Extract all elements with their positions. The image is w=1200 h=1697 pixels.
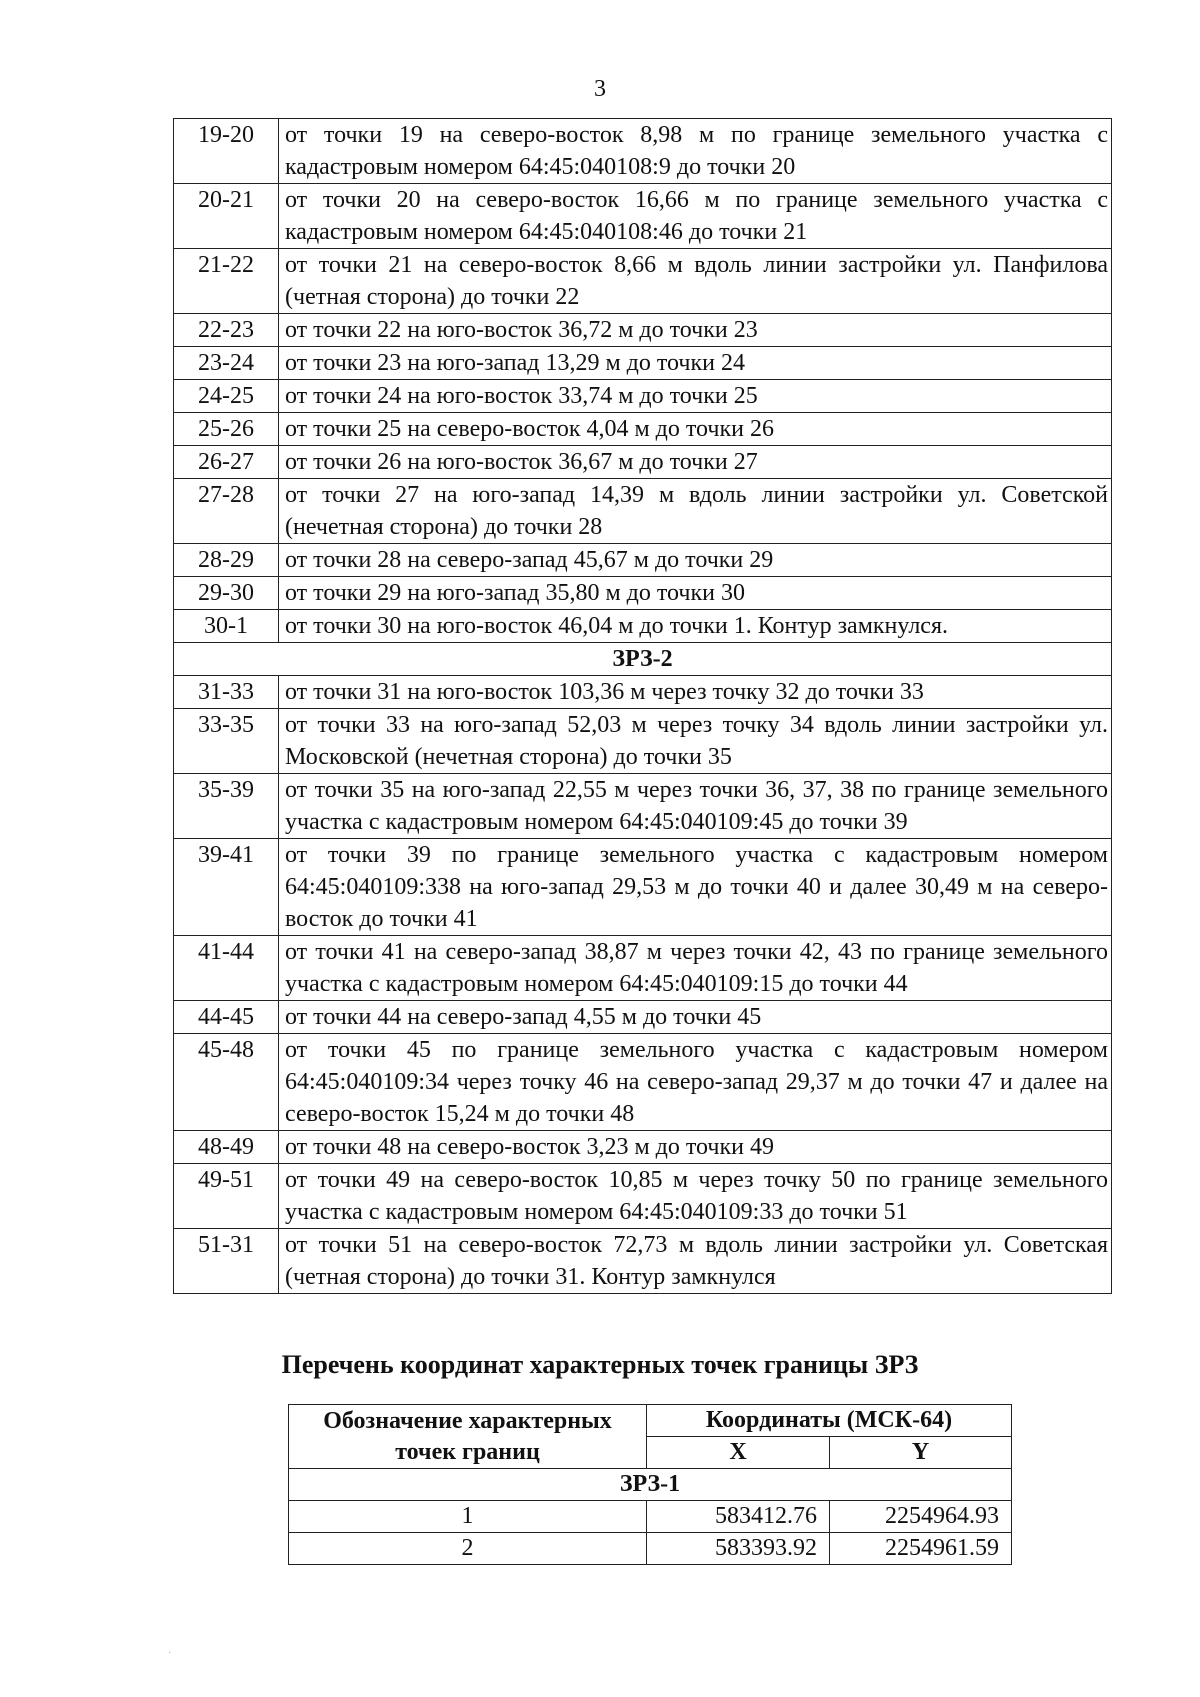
segment-description: от точки 28 на северо-запад 45,67 м до точки 29 xyxy=(279,544,1112,577)
segment-description: от точки 22 на юго-восток 36,72 м до точки 23 xyxy=(279,314,1112,347)
boundary-row xyxy=(174,1001,1112,1034)
segment-label: 41-44 xyxy=(174,936,279,1001)
segment-label: 30-1 xyxy=(174,610,279,643)
segment-label: 22-23 xyxy=(174,314,279,347)
boundary-row xyxy=(174,380,1112,413)
segment-label: 49-51 xyxy=(174,1164,279,1229)
segment-description: от точки 41 на северо-запад 38,87 м через точки 42, 43 по границе земельного участка с кадастровым номером 64:45:040109:15 до точки 44 xyxy=(279,936,1112,1001)
segment-label: 28-29 xyxy=(174,544,279,577)
segment-label: 39-41 xyxy=(174,839,279,936)
segment-description: от точки 30 на юго-восток 46,04 м до точки 1. Контур замкнулся. xyxy=(279,610,1112,643)
coordinates-system-header: Координаты (МСК-64) xyxy=(647,1405,1012,1437)
segment-description: от точки 49 на северо-восток 10,85 м через точку 50 по границе земельного участка с кадастровым номером 64:45:040109:33 до точки 51 xyxy=(279,1164,1112,1229)
scan-margin-mark: · xyxy=(168,1648,172,1659)
segment-label: 35-39 xyxy=(174,774,279,839)
segment-description: от точки 48 на северо-восток 3,23 м до точки 49 xyxy=(279,1131,1112,1164)
boundary-row xyxy=(174,1164,1112,1229)
segment-label: 45-48 xyxy=(174,1034,279,1131)
y-header: Y xyxy=(830,1437,1012,1469)
section-label: ЗРЗ-2 xyxy=(174,643,1112,676)
segment-label: 26-27 xyxy=(174,446,279,479)
boundary-row xyxy=(174,119,1112,184)
segment-description: от точки 26 на юго-восток 36,67 м до точки 27 xyxy=(279,446,1112,479)
coordinates-section-label: ЗРЗ-1 xyxy=(289,1469,1012,1501)
boundary-row xyxy=(174,413,1112,446)
coordinate-row xyxy=(289,1533,1012,1565)
segment-description: от точки 20 на северо-восток 16,66 м по границе земельного участка с кадастровым номером 64:45:040108:46 до точки 21 xyxy=(279,184,1112,249)
segment-description: от точки 21 на северо-восток 8,66 м вдоль линии застройки ул. Панфилова (четная сторона) до точки 22 xyxy=(279,249,1112,314)
segment-description: от точки 35 на юго-запад 22,55 м через точки 36, 37, 38 по границе земельного участка с кадастровым номером 64:45:040109:45 до точки 39 xyxy=(279,774,1112,839)
segment-description: от точки 39 по границе земельного участка с кадастровым номером 64:45:040109:338 на юго-запад 29,53 м до точки 40 и далее 30,49 м на северо-восток до точки 41 xyxy=(279,839,1112,936)
boundary-row xyxy=(174,936,1112,1001)
segment-description: от точки 29 на юго-запад 35,80 м до точки 30 xyxy=(279,577,1112,610)
boundary-description-table xyxy=(173,118,1112,1294)
x-header: X xyxy=(647,1437,830,1469)
coordinates-header-row xyxy=(289,1405,1012,1437)
x-coordinate: 583412.76 xyxy=(647,1501,830,1533)
boundary-row xyxy=(174,774,1112,839)
segment-label: 31-33 xyxy=(174,676,279,709)
boundary-row xyxy=(174,1229,1112,1294)
segment-label: 25-26 xyxy=(174,413,279,446)
boundary-table-body xyxy=(174,119,1112,1294)
boundary-row xyxy=(174,709,1112,774)
boundary-row xyxy=(174,1034,1112,1131)
segment-description: от точки 31 на юго-восток 103,36 м через точку 32 до точки 33 xyxy=(279,676,1112,709)
point-number: 1 xyxy=(289,1501,647,1533)
boundary-row xyxy=(174,610,1112,643)
y-coordinate: 2254964.93 xyxy=(830,1501,1012,1533)
segment-label: 29-30 xyxy=(174,577,279,610)
point-number: 2 xyxy=(289,1533,647,1565)
boundary-row xyxy=(174,1131,1112,1164)
point-designation-header: Обозначение характерных точек границ xyxy=(289,1405,647,1469)
x-coordinate: 583393.92 xyxy=(647,1533,830,1565)
segment-description: от точки 24 на юго-восток 33,74 м до точки 25 xyxy=(279,380,1112,413)
boundary-row xyxy=(174,347,1112,380)
boundary-row xyxy=(174,676,1112,709)
segment-description: от точки 25 на северо-восток 4,04 м до точки 26 xyxy=(279,413,1112,446)
segment-label: 21-22 xyxy=(174,249,279,314)
segment-description: от точки 51 на северо-восток 72,73 м вдоль линии застройки ул. Советская (четная сторона) до точки 31. Контур замкнулся xyxy=(279,1229,1112,1294)
section-row xyxy=(174,643,1112,676)
coordinates-table xyxy=(288,1404,1012,1565)
segment-label: 51-31 xyxy=(174,1229,279,1294)
segment-description: от точки 27 на юго-запад 14,39 м вдоль линии застройки ул. Советской (нечетная сторона) до точки 28 xyxy=(279,479,1112,544)
coordinates-section-row xyxy=(289,1469,1012,1501)
segment-label: 44-45 xyxy=(174,1001,279,1034)
coordinates-table-body xyxy=(289,1405,1012,1565)
segment-description: от точки 23 на юго-запад 13,29 м до точки 24 xyxy=(279,347,1112,380)
segment-description: от точки 44 на северо-запад 4,55 м до точки 45 xyxy=(279,1001,1112,1034)
boundary-row xyxy=(174,479,1112,544)
boundary-row xyxy=(174,314,1112,347)
segment-description: от точки 19 на северо-восток 8,98 м по границе земельного участка с кадастровым номером 64:45:040108:9 до точки 20 xyxy=(279,119,1112,184)
segment-label: 23-24 xyxy=(174,347,279,380)
segment-label: 27-28 xyxy=(174,479,279,544)
y-coordinate: 2254961.59 xyxy=(830,1533,1012,1565)
coordinates-list-title: Перечень координат характерных точек границы ЗРЗ xyxy=(281,1350,919,1379)
boundary-row xyxy=(174,577,1112,610)
boundary-row xyxy=(174,544,1112,577)
segment-description: от точки 45 по границе земельного участка с кадастровым номером 64:45:040109:34 через точку 46 на северо-запад 29,37 м до точки 47 и далее на северо-восток 15,24 м до точки 48 xyxy=(279,1034,1112,1131)
segment-label: 48-49 xyxy=(174,1131,279,1164)
boundary-row xyxy=(174,184,1112,249)
segment-label: 19-20 xyxy=(174,119,279,184)
segment-label: 33-35 xyxy=(174,709,279,774)
segment-description: от точки 33 на юго-запад 52,03 м через точку 34 вдоль линии застройки ул. Московской (нечетная сторона) до точки 35 xyxy=(279,709,1112,774)
boundary-row xyxy=(174,446,1112,479)
segment-label: 24-25 xyxy=(174,380,279,413)
boundary-row xyxy=(174,839,1112,936)
boundary-row xyxy=(174,249,1112,314)
coordinate-row xyxy=(289,1501,1012,1533)
segment-label: 20-21 xyxy=(174,184,279,249)
page-number: 3 xyxy=(594,76,606,102)
